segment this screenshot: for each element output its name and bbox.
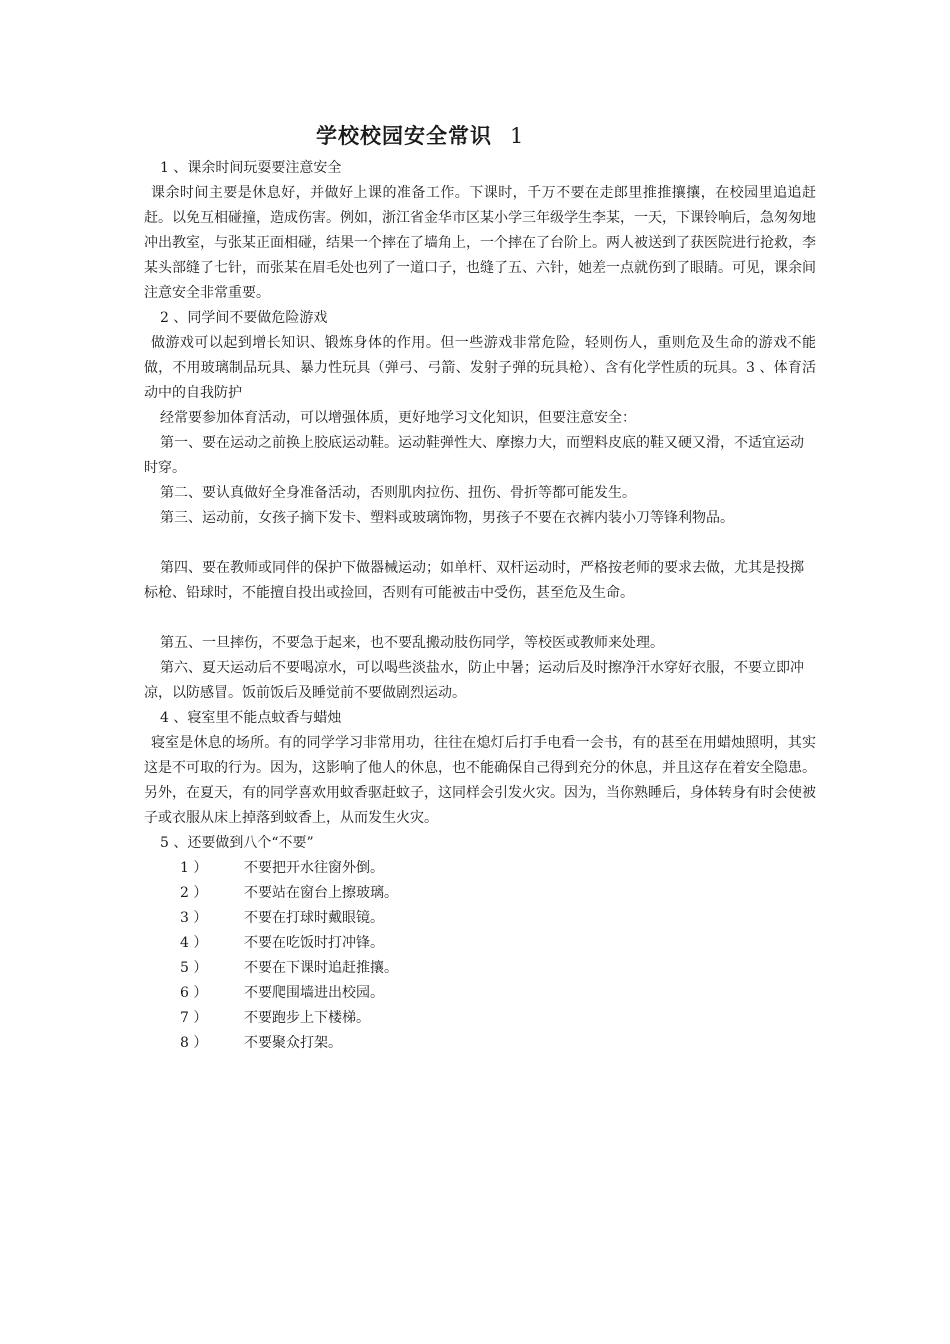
section-4-paragraph: 寝室是休息的场所。有的同学学习非常用功，往往在熄灯后打手电看一会书，有的甚至在用蜡烛照明，其实这是不可取的行为。因为，这影响了他人的休息，也不能确保自己得到充分的休息，并且这存在着安全隐患。另外，在夏天，有的同学喜欢用蚊香驱赶蚊子，这同样会引发火灾。因为，当你熟睡后，身体转身有时会使被子或衣服从床上掉落到蚊香上，从而发生火灾。 [144,735,816,826]
list-item: 6 ） 不要爬围墙进出校园。 [180,985,384,1001]
section-3-point-1: 第一、要在运动之前换上胶底运动鞋。运动鞋弹性大、摩擦力大，而塑料皮底的鞋又硬又滑，不适宜运动时穿。 [144,435,804,476]
section-3-intro: 经常要参加体育活动，可以增强体质，更好地学习文化知识，但要注意安全： [160,410,636,426]
list-item: 2 ） 不要站在窗台上擦玻璃。 [180,885,398,901]
list-item: 4 ） 不要在吃饭时打冲锋。 [180,935,384,951]
blank-line [144,531,816,556]
document-title: 学校校园安全常识 1 [316,123,525,148]
list-item: 8 ） 不要聚众打架。 [180,1035,342,1051]
section-3-point-6: 第六、夏天运动后不要喝凉水，可以喝些淡盐水，防止中暑；运动后及时擦净汗水穿好衣服，不要立即冲凉，以防感冒。饭前饭后及睡觉前不要做剧烈运动。 [144,660,804,701]
section-2-paragraph: 做游戏可以起到增长知识、锻炼身体的作用。但一些游戏非常危险，轻则伤人，重则危及生命的游戏不能做，不用玻璃制品玩具、暴力性玩具（弹弓、弓箭、发射子弹的玩具枪）、含有化学性质的玩具。3 、体育活动中的自我防护 [144,335,816,401]
section-4-heading: 4 、寝室里不能点蚊香与蜡烛 [160,710,342,726]
section-3-point-5: 第五、一旦摔伤，不要急于起来，也不要乱搬动肢伤同学，等校医或教师来处理。 [160,635,664,651]
list-item: 3 ） 不要在打球时戴眼镜。 [180,910,384,926]
rules-list [144,856,816,1056]
section-1-heading: 1 、课余时间玩耍要注意安全 [160,160,342,176]
title-number: 1 [510,124,525,148]
list-item: 7 ） 不要跑步上下楼梯。 [180,1010,370,1026]
section-3-point-4: 第四、要在教师或同伴的保护下做器械运动；如单杆、双杆运动时，严格按老师的要求去做，尤其是投掷标枪、铅球时，不能擅自投出或捡回，否则有可能被击中受伤，甚至危及生命。 [144,560,804,601]
section-3-point-2: 第二、要认真做好全身准备活动，否则肌肉拉伤、扭伤、骨折等都可能发生。 [160,485,636,501]
list-item: 5 ） 不要在下课时追赶推攘。 [180,960,398,976]
section-3-point-3: 第三、运动前，女孩子摘下发卡、塑料或玻璃饰物，男孩子不要在衣裤内装小刀等锋利物品。 [160,510,734,526]
blank-line [144,606,816,631]
list-item: 1 ） 不要把开水往窗外倒。 [180,860,384,876]
section-2-heading: 2 、同学间不要做危险游戏 [160,310,328,326]
section-5-heading: 5 、还要做到八个“不要” [160,835,314,851]
section-1-paragraph: 课余时间主要是休息好，并做好上课的准备工作。下课时，千万不要在走郎里推推攘攘，在校园里追追赶赶。以免互相碰撞，造成伤害。例如，浙江省金华市区某小学三年级学生李某，一天，下课铃响后，急匆匆地冲出教室，与张某正面相碰，结果一个摔在了墙角上，一个摔在了台阶上。两人被送到了获医院进行抢救，李某头部缝了七针，而张某在眉毛处也列了一道口子，也缝了五、六针，她差一点就伤到了眼睛。可见，课余间注意安全非常重要。 [144,185,816,301]
